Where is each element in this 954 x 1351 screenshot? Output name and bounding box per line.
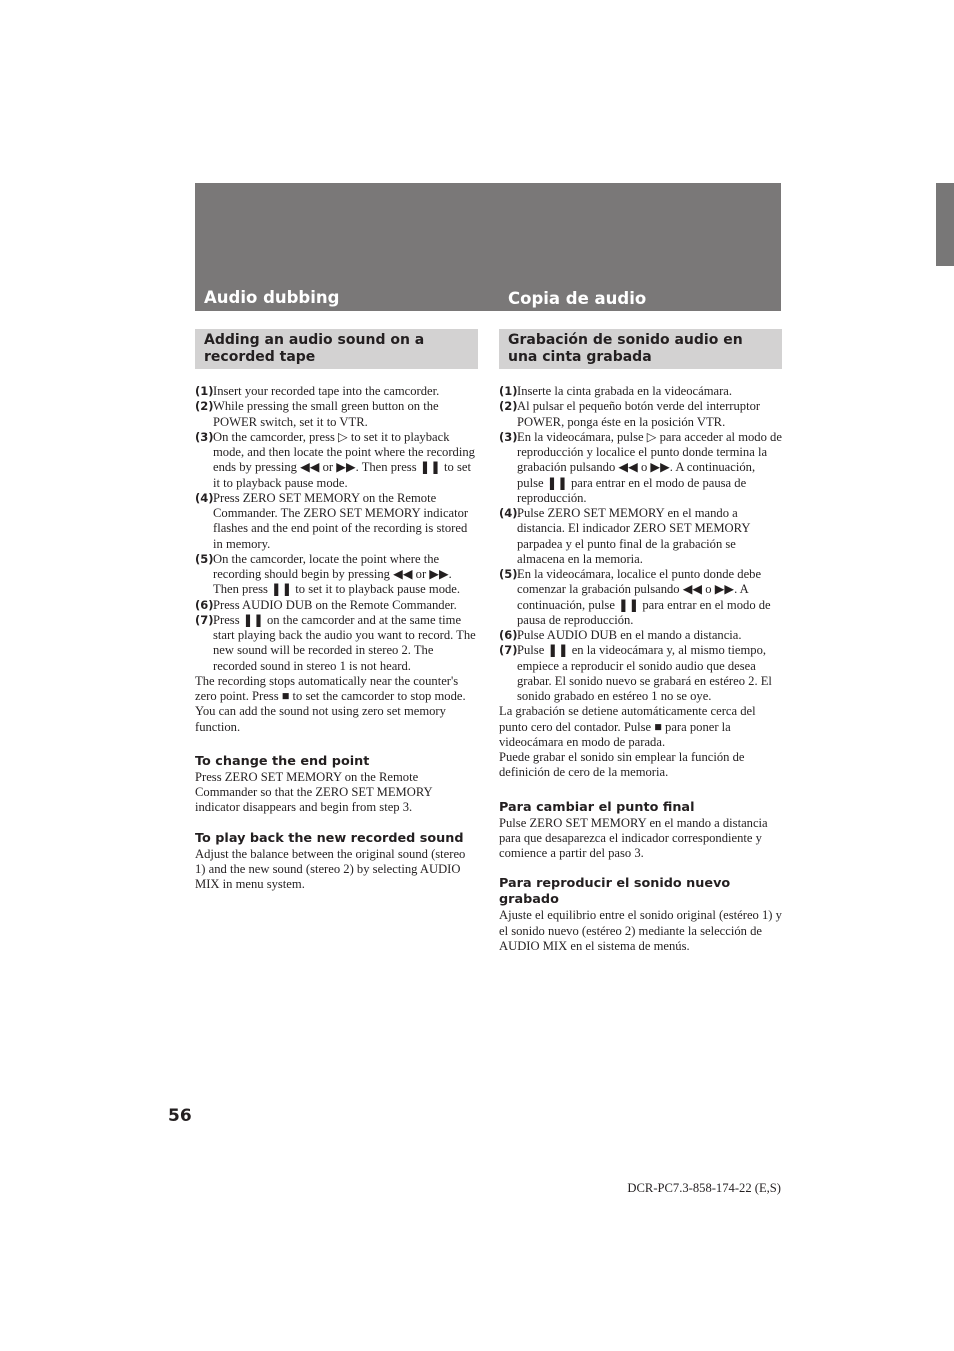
step-text: En la videocámara, pulse ▷ para acceder al modo de reproducción y localice el punto donde termina la grabación pulsando ◀◀ o ▶▶. A continuación, pulse ❚❚ para entrar en el modo de pausa de reproducción. [517, 429, 782, 505]
step-number: (7) [499, 643, 518, 658]
step-number: (3) [195, 429, 214, 444]
document-code: DCR-PC7.3-858-174-22 (E,S) [627, 1181, 781, 1195]
step-number: (2) [499, 399, 518, 414]
step-item [499, 506, 782, 567]
step-text: While pressing the small green button on the POWER switch, set it to VTR. [213, 399, 439, 429]
step-number: (4) [499, 506, 518, 520]
english-change-end-heading: To change the end point [195, 753, 370, 769]
english-change-end-text: Press ZERO SET MEMORY on the Remote Commander so that the ZERO SET MEMORY indicator disappears and begin from step 3. [195, 769, 433, 815]
english-steps [195, 384, 478, 674]
step-item [195, 613, 478, 674]
step-number: (3) [499, 429, 518, 444]
step-item [499, 628, 782, 643]
step-item [195, 598, 478, 613]
title-english: Audio dubbing [204, 288, 340, 307]
step-text: En la videocámara, localice el punto donde debe comenzar la grabación pulsando ◀◀ o ▶▶. A continuación, pulse ❚❚ para entrar en el modo de pausa de reproducción. [517, 567, 771, 627]
step-item [499, 399, 782, 430]
step-number: (1) [499, 384, 518, 398]
step-text: Press ❚❚ on the camcorder and at the same time start playing back the audio you want to record. The new sound will be recorded in stereo 2. The recorded sound in stereo 1 is not heard. [213, 612, 476, 673]
step-item [195, 552, 478, 598]
english-subheading: Adding an audio sound on a recorded tape [195, 329, 478, 369]
step-text: Inserte la cinta grabada en la videocámara. [517, 384, 733, 398]
spanish-playback-text: Ajuste el equilibrio entre el sonido original (estéreo 1) y el sonido nuevo (estéreo 2) mediante la selección de AUDIO MIX en el sistema de menús. [499, 908, 782, 953]
english-playback-heading: To play back the new recorded sound [195, 830, 464, 846]
step-text: Pulse ❚❚ en la videocámara y, al mismo tiempo, empiece a reproducir el sonido audio que desea grabar. El sonido nuevo se grabará en estéreo 2. El sonido grabado en estéreo 1 no se oye. [517, 643, 772, 703]
step-item [499, 643, 782, 704]
spanish-playback-heading: Para reproducir el sonido nuevo grabado [499, 876, 731, 908]
spanish-change-end-heading: Para cambiar el punto final [499, 799, 695, 815]
step-item [499, 430, 782, 506]
section-banner [195, 183, 781, 311]
step-number: (5) [195, 551, 214, 566]
english-playback-text: Adjust the balance between the original sound (stereo 1) and the new sound (stereo 2) by selecting AUDIO MIX in menu system. [195, 846, 466, 891]
step-number: (6) [195, 597, 214, 612]
step-item [499, 384, 782, 399]
step-text: Press AUDIO DUB on the Remote Commander. [213, 597, 457, 612]
english-note-zero-set: You can add the sound not using zero set memory function. [195, 704, 446, 734]
spanish-note-zero-set: Puede grabar el sonido sin emplear la función de definición de cero de la memoria. [499, 750, 745, 780]
step-item [195, 430, 478, 491]
spanish-subheading: Grabación de sonido audio en una cinta grabada [499, 329, 782, 369]
step-number: (5) [499, 567, 518, 581]
page-number: 56 [168, 1106, 192, 1126]
step-text: On the camcorder, locate the point where the recording should begin by pressing ◀◀ or ▶▶. Then press ❚❚ to set it to playback pause mode. [213, 551, 461, 597]
step-number: (4) [195, 490, 214, 505]
spanish-change-end-text: Pulse ZERO SET MEMORY en el mando a distancia para que desaparezca el indicador correspondiente y comience a partir del paso 3. [499, 815, 768, 860]
step-text: Insert your recorded tape into the camcorder. [213, 384, 440, 398]
spanish-column [499, 329, 782, 954]
step-text: Pulse AUDIO DUB en el mando a distancia. [517, 628, 742, 642]
step-text: On the camcorder, press ▷ to set it to playback mode, and then locate the point where the recording ends by pressing ◀◀ or ▶▶. Then press ❚❚ to set it to playback pause mode. [213, 429, 475, 490]
step-number: (1) [195, 384, 214, 398]
step-text: Pulse ZERO SET MEMORY en el mando a distancia. El indicador ZERO SET MEMORY parpadea y el punto final de la grabación se almacena en la memoria. [517, 506, 750, 566]
section-tab-marker [936, 183, 954, 266]
step-item [195, 491, 478, 552]
step-item [195, 399, 478, 430]
step-number: (6) [499, 628, 518, 642]
english-note-stop: The recording stops automatically near the counter's zero point. Press ■ to set the camcorder to stop mode. [195, 673, 466, 703]
step-item [499, 567, 782, 628]
step-number: (7) [195, 612, 214, 627]
spanish-note-stop: La grabación se detiene automáticamente cerca del punto cero del contador. Pulse ■ para poner la videocámara en modo de parada. [499, 704, 756, 749]
english-column [195, 329, 478, 892]
step-text: Al pulsar el pequeño botón verde del interruptor POWER, ponga éste en la posición VTR. [517, 399, 761, 429]
title-spanish: Copia de audio [508, 289, 647, 308]
step-item [195, 384, 478, 399]
spanish-steps [499, 384, 782, 704]
step-number: (2) [195, 399, 214, 414]
step-text: Press ZERO SET MEMORY on the Remote Commander. The ZERO SET MEMORY indicator flashes and the end point of the recording is stored in memory. [213, 490, 469, 551]
